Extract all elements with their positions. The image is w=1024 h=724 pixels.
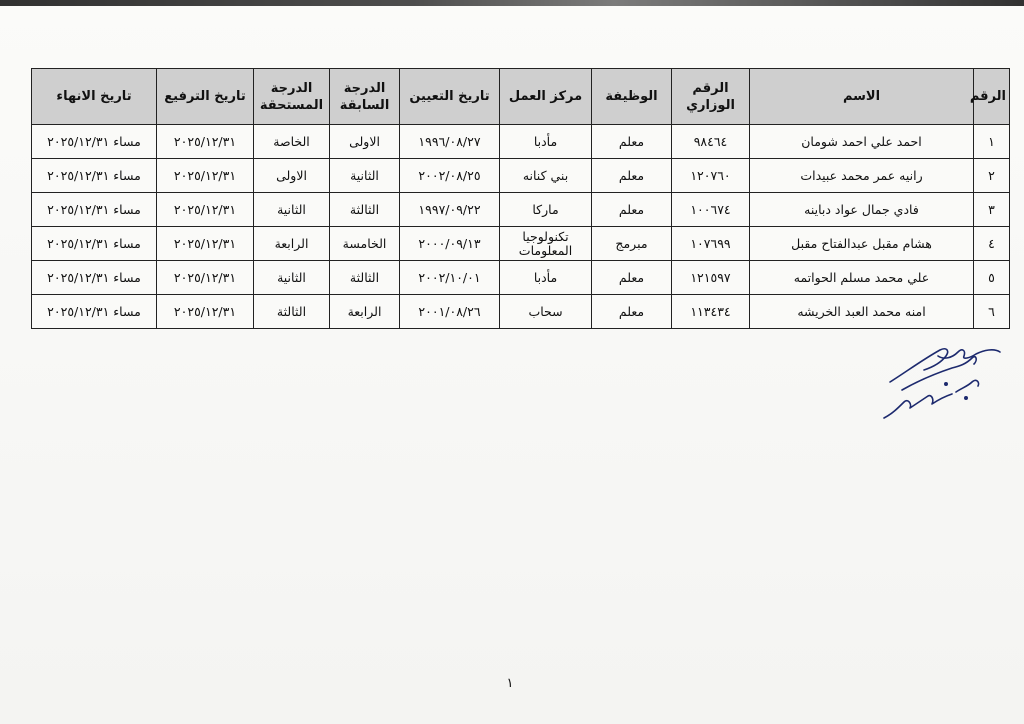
cell-due-grade: الرابعة — [254, 227, 330, 261]
promotion-table — [31, 68, 1010, 329]
header-num: الرقم — [974, 69, 1010, 125]
cell-job: معلم — [592, 193, 672, 227]
cell-due-grade: الخاصة — [254, 125, 330, 159]
cell-ministry-number: ٩٨٤٦٤ — [672, 125, 750, 159]
header-due-grade: الدرجة المستحقة — [254, 69, 330, 125]
cell-appointment-date: ١٩٩٦/٠٨/٢٧ — [400, 125, 500, 159]
cell-appointment-date: ٢٠٠٠/٠٩/١٣ — [400, 227, 500, 261]
cell-num: ٤ — [974, 227, 1010, 261]
cell-job: مبرمج — [592, 227, 672, 261]
cell-num: ١ — [974, 125, 1010, 159]
cell-ministry-number: ١١٣٤٣٤ — [672, 295, 750, 329]
cell-due-grade: الثانية — [254, 193, 330, 227]
cell-work-center: ماركا — [500, 193, 592, 227]
cell-promotion-date: ٢٠٢٥/١٢/٣١ — [157, 227, 254, 261]
cell-num: ٦ — [974, 295, 1010, 329]
table-row — [32, 261, 1010, 295]
cell-end-date: مساء ٢٠٢٥/١٢/٣١ — [32, 125, 157, 159]
cell-due-grade: الثانية — [254, 261, 330, 295]
cell-job: معلم — [592, 261, 672, 295]
cell-promotion-date: ٢٠٢٥/١٢/٣١ — [157, 295, 254, 329]
cell-name: هشام مقبل عبدالفتاح مقبل — [750, 227, 974, 261]
cell-ministry-number: ١٠٠٦٧٤ — [672, 193, 750, 227]
cell-name: امنه محمد العبد الخريشه — [750, 295, 974, 329]
header-end-date: تاريخ الانهاء — [32, 69, 157, 125]
cell-work-center: مأدبا — [500, 125, 592, 159]
cell-previous-grade: الثالثة — [330, 193, 400, 227]
cell-ministry-number: ١٢١٥٩٧ — [672, 261, 750, 295]
cell-work-center: سحاب — [500, 295, 592, 329]
cell-name: رانيه عمر محمد عبيدات — [750, 159, 974, 193]
cell-appointment-date: ١٩٩٧/٠٩/٢٢ — [400, 193, 500, 227]
table-header-row — [32, 69, 1010, 125]
cell-end-date: مساء ٢٠٢٥/١٢/٣١ — [32, 193, 157, 227]
cell-job: معلم — [592, 125, 672, 159]
header-previous-grade: الدرجة السابقة — [330, 69, 400, 125]
cell-appointment-date: ٢٠٠١/٠٨/٢٦ — [400, 295, 500, 329]
cell-job: معلم — [592, 159, 672, 193]
table-row — [32, 159, 1010, 193]
cell-work-center: مأدبا — [500, 261, 592, 295]
header-name: الاسم — [750, 69, 974, 125]
cell-previous-grade: الثانية — [330, 159, 400, 193]
cell-appointment-date: ٢٠٠٢/٠٨/٢٥ — [400, 159, 500, 193]
table-row — [32, 227, 1010, 261]
table-row — [32, 295, 1010, 329]
cell-previous-grade: الرابعة — [330, 295, 400, 329]
header-job: الوظيفة — [592, 69, 672, 125]
cell-ministry-number: ١٢٠٧٦٠ — [672, 159, 750, 193]
cell-due-grade: الثالثة — [254, 295, 330, 329]
cell-previous-grade: الاولى — [330, 125, 400, 159]
cell-num: ٣ — [974, 193, 1010, 227]
cell-num: ٢ — [974, 159, 1010, 193]
cell-num: ٥ — [974, 261, 1010, 295]
cell-due-grade: الاولى — [254, 159, 330, 193]
cell-previous-grade: الخامسة — [330, 227, 400, 261]
cell-previous-grade: الثالثة — [330, 261, 400, 295]
cell-ministry-number: ١٠٧٦٩٩ — [672, 227, 750, 261]
cell-appointment-date: ٢٠٠٢/١٠/٠١ — [400, 261, 500, 295]
handwritten-signature — [876, 338, 1006, 428]
cell-promotion-date: ٢٠٢٥/١٢/٣١ — [157, 159, 254, 193]
scan-top-edge — [0, 0, 1024, 6]
page-number: ١ — [506, 676, 514, 691]
table-row — [32, 125, 1010, 159]
cell-end-date: مساء ٢٠٢٥/١٢/٣١ — [32, 227, 157, 261]
header-promotion-date: تاريخ الترفيع — [157, 69, 254, 125]
header-work-center: مركز العمل — [500, 69, 592, 125]
cell-work-center: تكنولوجيا المعلومات — [500, 227, 592, 261]
cell-promotion-date: ٢٠٢٥/١٢/٣١ — [157, 193, 254, 227]
table-row — [32, 193, 1010, 227]
header-appointment-date: تاريخ التعيين — [400, 69, 500, 125]
cell-end-date: مساء ٢٠٢٥/١٢/٣١ — [32, 159, 157, 193]
cell-job: معلم — [592, 295, 672, 329]
cell-work-center: بني كنانه — [500, 159, 592, 193]
cell-name: احمد علي احمد شومان — [750, 125, 974, 159]
cell-name: فادي جمال عواد دباينه — [750, 193, 974, 227]
cell-end-date: مساء ٢٠٢٥/١٢/٣١ — [32, 261, 157, 295]
cell-name: علي محمد مسلم الحواتمه — [750, 261, 974, 295]
header-ministry-number: الرقم الوزاري — [672, 69, 750, 125]
cell-promotion-date: ٢٠٢٥/١٢/٣١ — [157, 125, 254, 159]
cell-end-date: مساء ٢٠٢٥/١٢/٣١ — [32, 295, 157, 329]
cell-promotion-date: ٢٠٢٥/١٢/٣١ — [157, 261, 254, 295]
